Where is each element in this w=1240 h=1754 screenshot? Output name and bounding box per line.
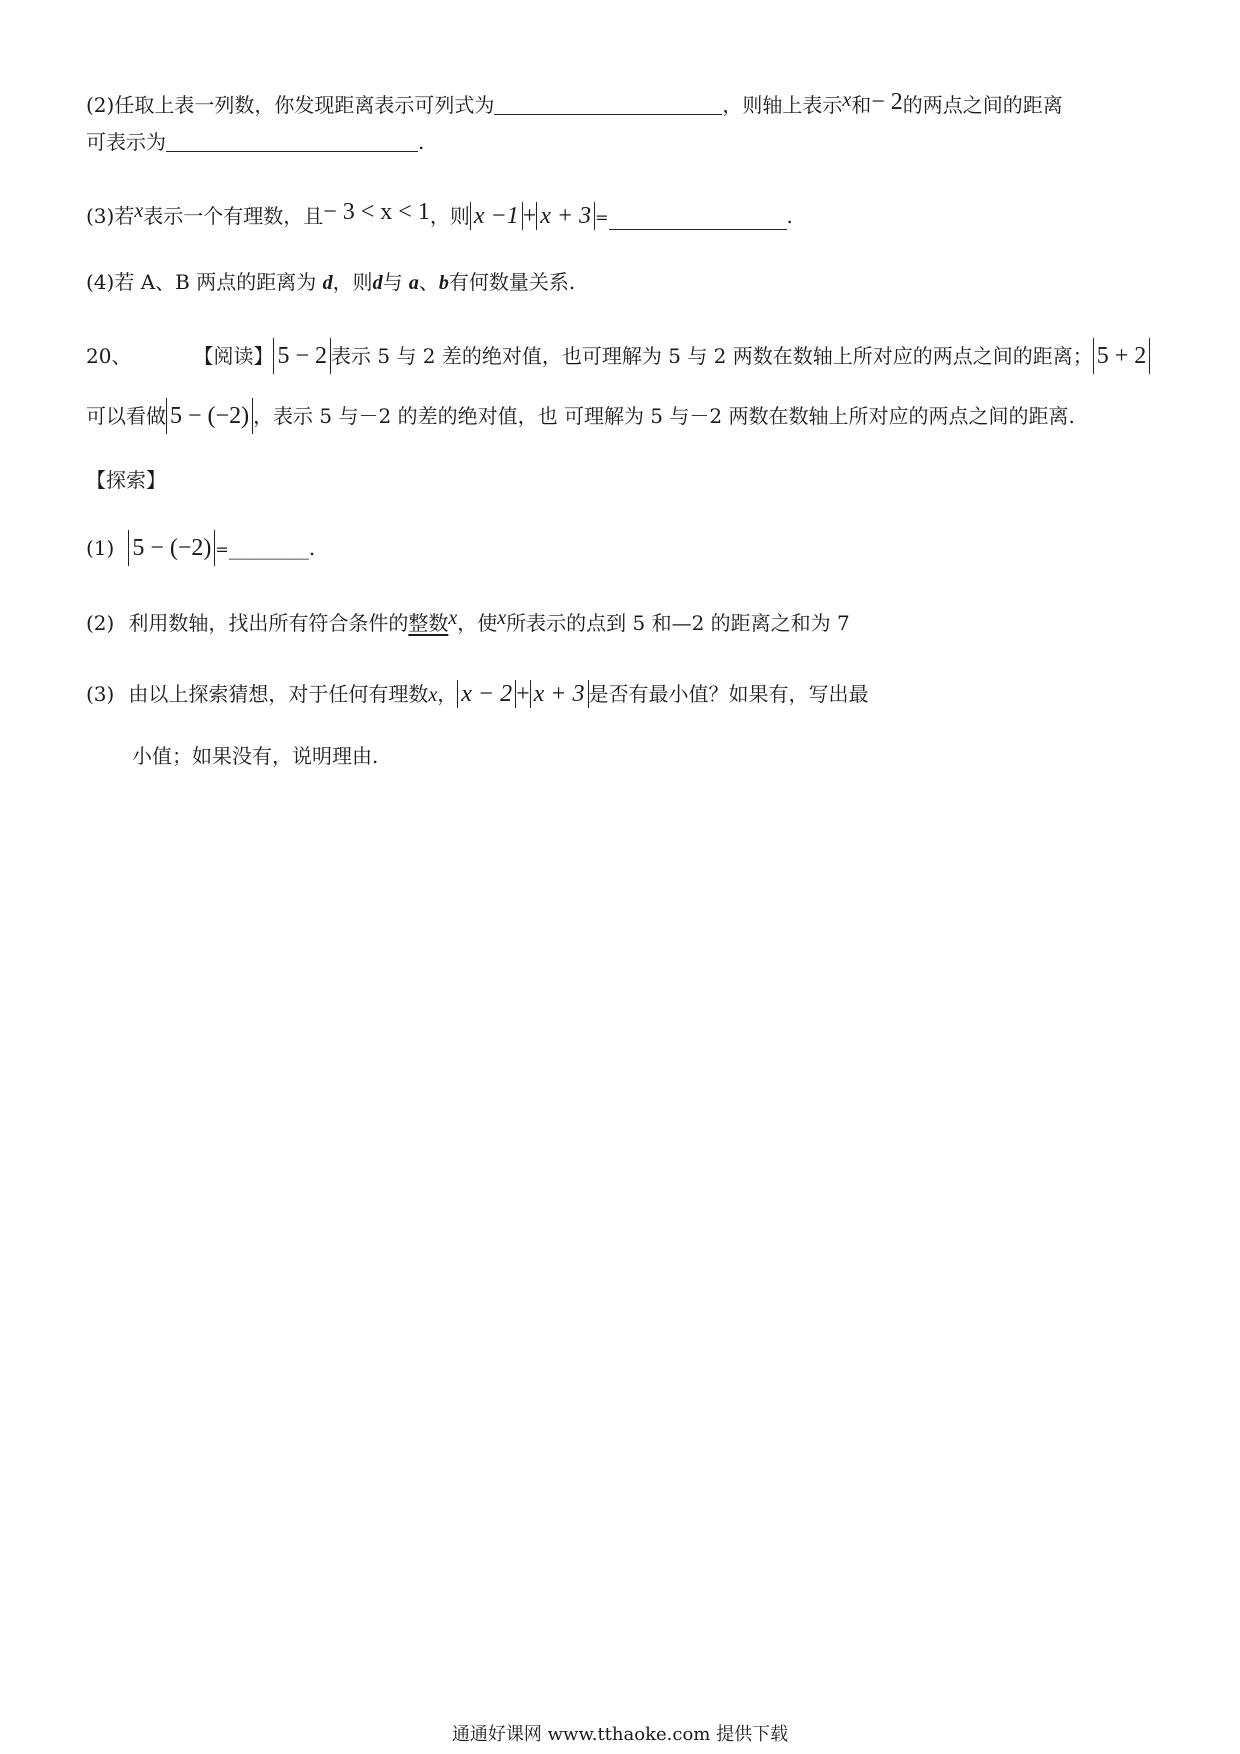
- question-text: 表示一个有理数，且: [143, 204, 324, 228]
- q20-explore-1: [86, 530, 315, 566]
- math-variable: x: [497, 607, 507, 629]
- answer-blank[interactable]: ________: [228, 536, 309, 560]
- q20-reading-line1: [86, 338, 1150, 374]
- section-label-read: 【阅读】: [193, 344, 274, 368]
- question-text: 若: [114, 204, 135, 228]
- question-text: 和: [851, 93, 872, 117]
- item-number: (3): [86, 204, 115, 228]
- plus-sign: +: [522, 203, 537, 229]
- question-number: 20、: [86, 344, 132, 368]
- abs-expression: 5 − (−2): [166, 398, 253, 434]
- question-text: 所表示的点到 5 和—2 的距离之和为 7: [506, 611, 850, 635]
- abs-expression: x − 2: [457, 680, 516, 708]
- abs-expression: 5 − 2: [273, 338, 331, 374]
- q19-p2-line1: [86, 90, 1063, 115]
- abs-expression: 5 + 2: [1093, 338, 1151, 374]
- math-inequality: − 3 < x < 1: [323, 199, 430, 225]
- punctuation: .: [786, 204, 793, 228]
- math-variable: a: [408, 272, 419, 294]
- math-variable: x: [428, 684, 438, 706]
- math-variable: d: [322, 272, 333, 294]
- page-footer: 通通好课网 www.tthaoke.com 提供下载: [451, 1724, 789, 1745]
- punctuation: 、: [418, 270, 439, 294]
- question-text: ，则轴上表示: [722, 93, 843, 117]
- math-variable: x: [448, 607, 458, 629]
- punctuation: ，: [437, 682, 458, 706]
- abs-expression: 5 − (−2): [128, 530, 215, 566]
- item-number: (2): [86, 93, 115, 117]
- q20-explore-3: [86, 680, 869, 708]
- question-text: ，表示 5 与－2 的差的绝对值，也 可理解为 5 与－2 两数在数轴上所对应的两点之间的距离.: [253, 404, 1075, 428]
- question-text: 利用数轴，找出所有符合条件的: [128, 611, 409, 635]
- explore-label: 【探索】: [86, 468, 166, 492]
- q19-p4: [86, 272, 575, 293]
- question-text: ，则: [332, 270, 373, 294]
- underlined-term: 整数: [408, 611, 449, 635]
- answer-blank[interactable]: [494, 94, 722, 115]
- q20-explore-3-cont: 小值；如果没有，说明理由.: [132, 744, 379, 768]
- item-number: (1): [86, 536, 115, 560]
- answer-blank[interactable]: [166, 131, 418, 152]
- math-variable: x: [134, 200, 144, 222]
- abs-expression: x + 3: [530, 680, 589, 708]
- question-text: 可以看做: [86, 404, 166, 428]
- math-variable: d: [372, 272, 383, 294]
- question-text: 有何数量关系.: [448, 270, 576, 294]
- item-number: (4): [86, 270, 115, 294]
- abs-expression: x −1: [470, 202, 523, 230]
- question-text: 的两点之间的距离: [902, 93, 1063, 117]
- q19-p2-line2: [86, 131, 424, 152]
- question-text: 表示 5 与 2 差的绝对值，也可理解为 5 与 2 两数在数轴上所对应的两点之间的距离；: [331, 344, 1093, 368]
- question-text: 是否有最小值？如果有，写出最: [588, 682, 869, 706]
- math-variable: x: [842, 89, 852, 111]
- question-text: 若 A、B 两点的距离为: [114, 270, 317, 294]
- equals-sign: =: [215, 540, 229, 559]
- q20-reading-line2: [86, 398, 1075, 434]
- math-variable: b: [438, 272, 449, 294]
- question-text: 与: [382, 270, 403, 294]
- q19-p3: [86, 200, 793, 230]
- item-number: (3): [86, 682, 115, 706]
- question-text: 任取上表一列数，你发现距离表示可列式为: [114, 93, 495, 117]
- item-number: (2): [86, 611, 115, 635]
- punctuation: .: [308, 536, 316, 560]
- q20-explore-2: [86, 608, 850, 633]
- abs-expression: x + 3: [536, 202, 595, 230]
- punctuation: .: [418, 130, 425, 154]
- question-text: 可表示为: [86, 130, 166, 154]
- question-text: ，使: [457, 611, 498, 635]
- answer-blank[interactable]: [609, 209, 787, 230]
- plus-sign: +: [516, 681, 530, 707]
- equals-sign: =: [595, 208, 609, 227]
- math-expression: − 2: [871, 89, 903, 115]
- question-text: 由以上探索猜想，对于任何有理数: [128, 682, 429, 706]
- question-text: ，则: [429, 204, 470, 228]
